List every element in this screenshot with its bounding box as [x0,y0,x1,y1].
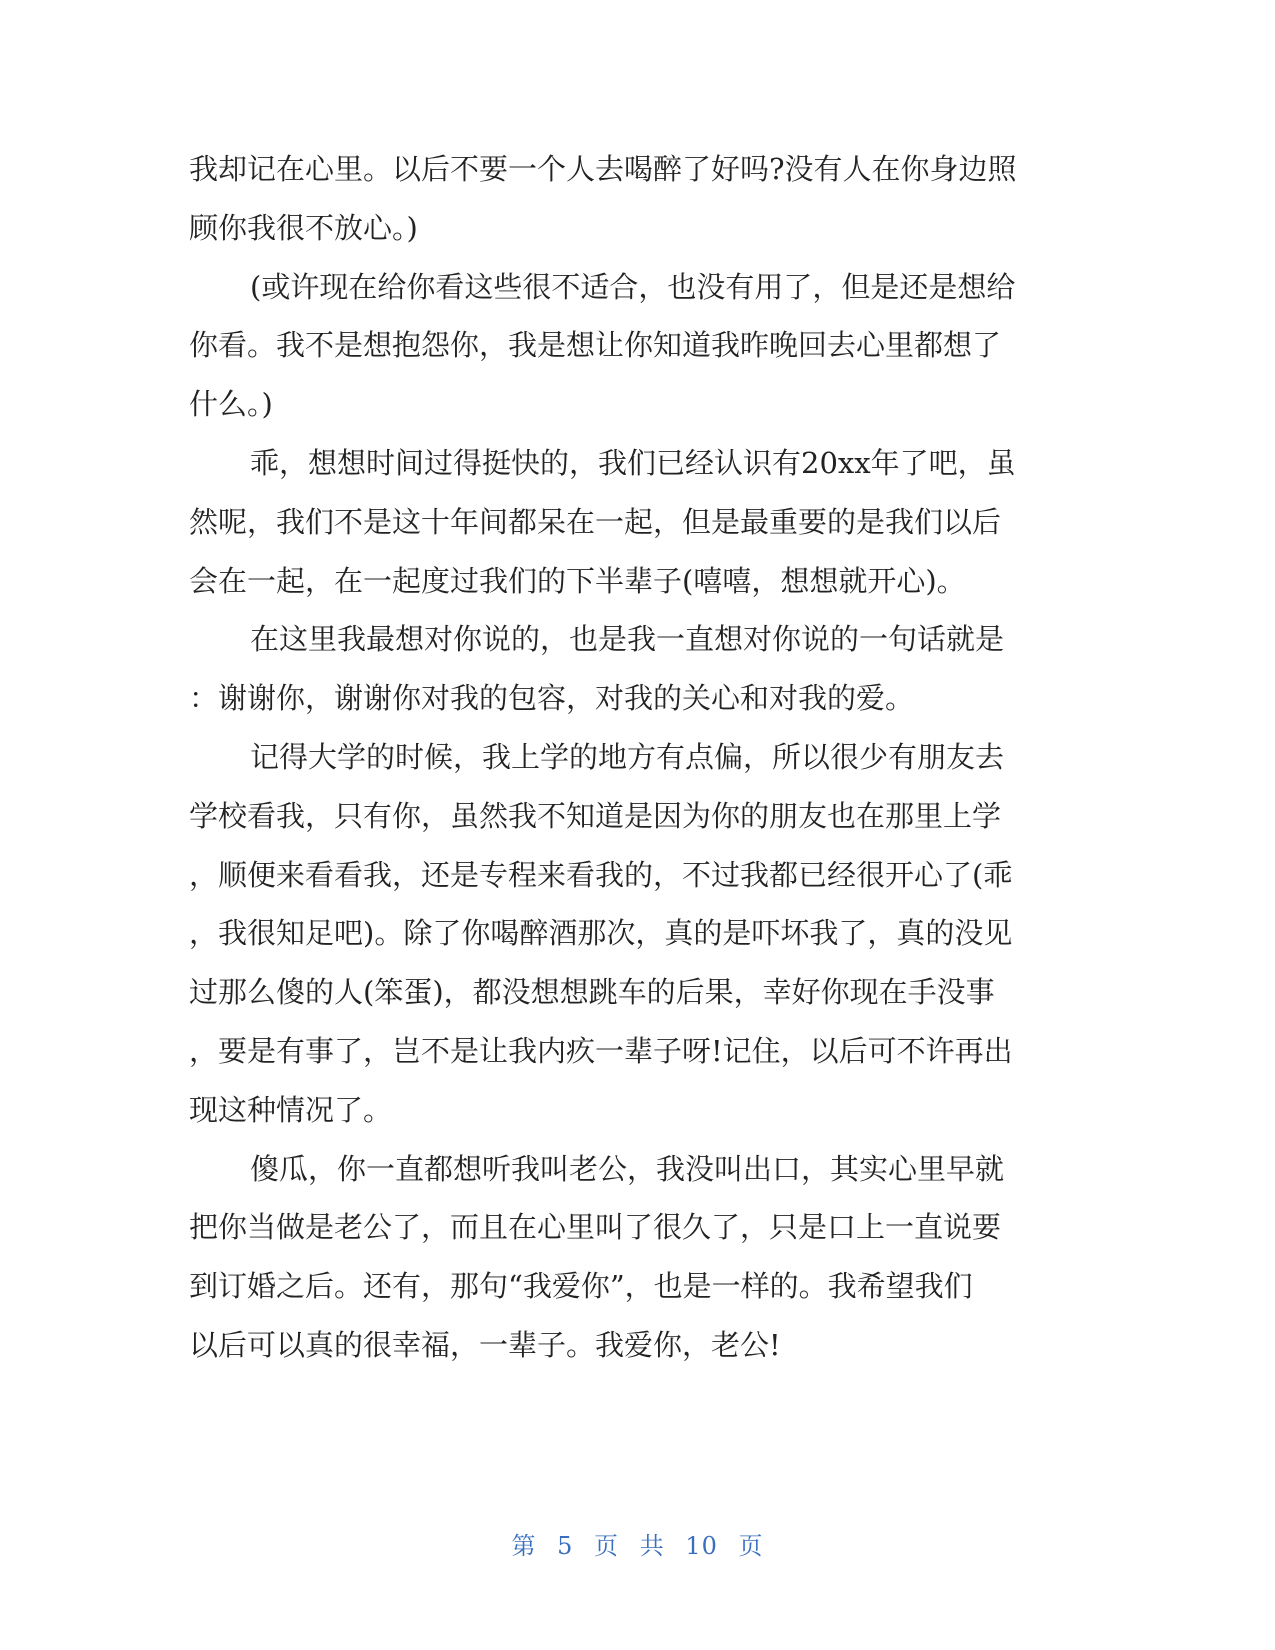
text-line: 会在一起，在一起度过我们的下半辈子(嘻嘻，想想就开心)。 [189,563,966,598]
footer-prefix: 第 [511,1532,537,1560]
text-line: 现这种情况了。 [189,1092,393,1127]
paragraph-start-line: 记得大学的时候，我上学的地方有点偏，所以很少有朋友去 [250,739,1005,774]
text-line: ，要是有事了，岂不是让我内疚一辈子呀!记住，以后可不许再出 [189,1033,1013,1068]
text-line: 你看。我不是想抱怨你，我是想让你知道我昨晚回去心里都想了 [189,328,1002,363]
text-line: 然呢，我们不是这十年间都呆在一起，但是最重要的是我们以后 [189,504,1002,539]
text-line: 过那么傻的人(笨蛋)，都没想想跳车的后果，幸好你现在手没事 [189,975,995,1010]
text-line: 顾你我很不放心。) [189,210,418,245]
document-body [189,140,1086,1375]
page-number-footer [0,1526,1275,1561]
text-line: 到订婚之后。还有，那句“我爱你”，也是一样的。我希望我们 [189,1269,973,1304]
footer-page-word: 页 [594,1532,620,1560]
paragraph-start-line: (或许现在给你看这些很不适合，也没有用了，但是还是想给 [250,269,1016,304]
text-line: 我却记在心里。以后不要一个人去喝醉了好吗?没有人在你身边照 [189,152,1017,186]
footer-total-prefix: 共 [639,1532,665,1560]
paragraph-start-line: 乖，想想时间过得挺快的，我们已经认识有20xx年了吧，虽 [250,445,1016,480]
text-line: ：谢谢你，谢谢你对我的包容，对我的关心和对我的爱。 [189,681,915,716]
text-line: 学校看我，只有你，虽然我不知道是因为你的朋友也在那里上学 [189,798,1002,833]
text-line: ，我很知足吧)。除了你喝醉酒那次，真的是吓坏我了，真的没见 [189,916,1013,951]
paragraph-start-line: 傻瓜，你一直都想听我叫老公，我没叫出口，其实心里早就 [250,1151,1005,1186]
footer-suffix: 页 [738,1532,764,1560]
text-line: ，顺便来看看我，还是专程来看我的，不过我都已经很开心了(乖 [189,857,1013,892]
text-line: 什么。) [189,387,273,422]
current-page-number: 5 [557,1532,574,1560]
text-line: 以后可以真的很幸福，一辈子。我爱你，老公! [189,1327,781,1362]
total-page-count: 10 [685,1532,718,1560]
text-line: 把你当做是老公了，而且在心里叫了很久了，只是口上一直说要 [189,1210,1002,1245]
paragraph-start-line: 在这里我最想对你说的，也是我一直想对你说的一句话就是 [250,622,1005,657]
